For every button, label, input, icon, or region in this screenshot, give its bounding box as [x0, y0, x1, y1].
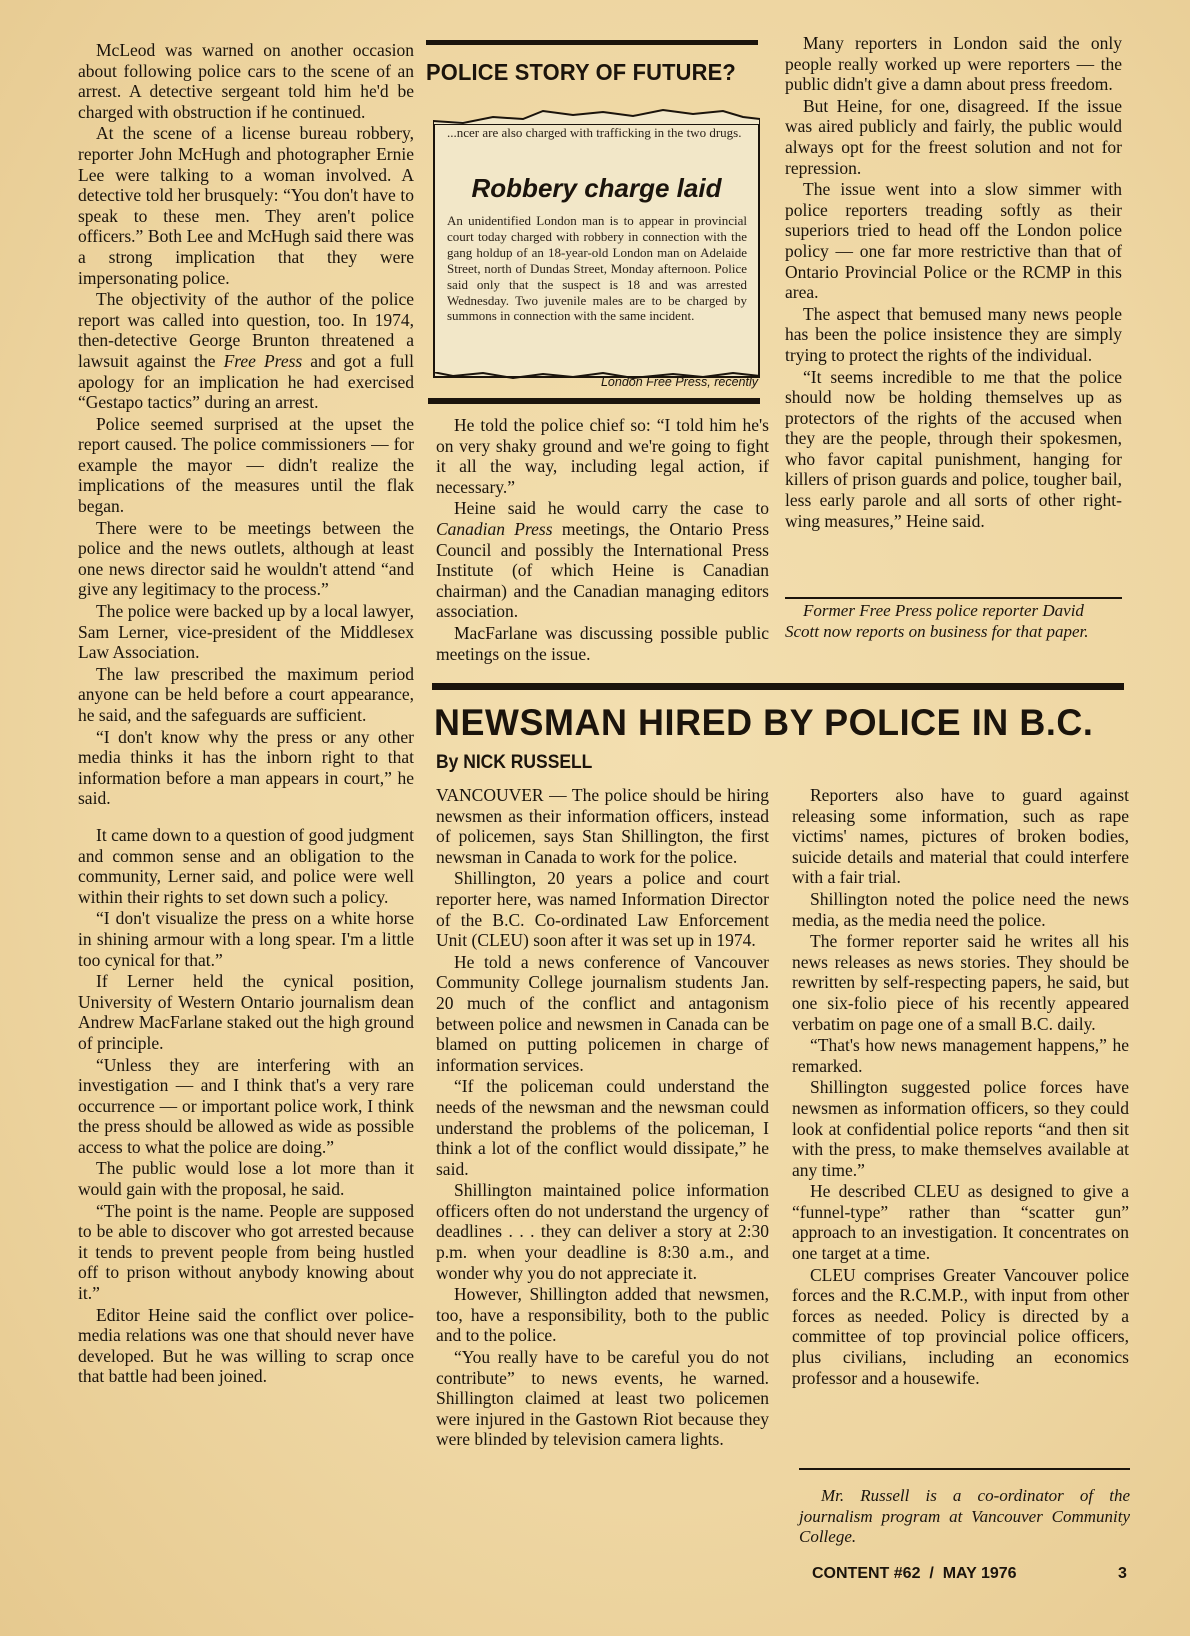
paragraph: The former reporter said he writes all his news releases as news stories. They should be rewritten by self-respecting papers, he said, but one six-folio piece of his recently appeared verbatim on page one of a small B.C. daily.	[792, 931, 1129, 1034]
publication-issue: CONTENT #62 / MAY 1976	[812, 1565, 1017, 1582]
publication-name: Free Press	[223, 350, 303, 371]
paragraph: “The point is the name. People are supposed to be able to discover who got arrested because it tends to prevent people from being hustled off to prison without anybody knowing about it.”	[78, 1200, 414, 1304]
paragraph: Many reporters in London said the only people really worked up were reporters — the public didn't give a damn about press freedom.	[785, 33, 1122, 95]
paragraph: “I don't know why the press or any other media thinks it has the inborn right to that information before a man appears in court,” he said.	[78, 726, 414, 809]
article-top-rule	[432, 683, 1124, 690]
article-headline: NEWSMAN HIRED BY POLICE IN B.C.	[434, 702, 1094, 743]
author-note: Former Free Press police reporter David Scott now reports on business for that paper.	[785, 601, 1089, 641]
paragraph: He told the police chief so: “I told him he's on very shaky ground and we're going to fight it all the way, including legal action, if necessary.”	[436, 415, 769, 497]
column-3	[785, 33, 1122, 531]
author-note-rule	[785, 597, 1122, 599]
paragraph: Shillington maintained police information officers often do not understand the urgency of deadlines . . . they can deliver a story at 2:30 p.m. when your deadline is 8:30 a.m., and wonder why you do not appreciate it.	[436, 1180, 769, 1283]
paragraph: “I don't visualize the press on a white horse in shining armour with a long spear. I'm a little too cynical for that.”	[78, 908, 414, 970]
clipping-source: London Free Press, recently	[600, 375, 758, 389]
paragraph: “It seems incredible to me that the police should now be holding themselves up as protectors of the rights of the accused when they are the people, through their spokesmen, who favor capital punishment, hanging for killers of prison guards and police, tougher bail, less early parole and all sorts of other right-wing measures,” Heine said.	[785, 366, 1122, 531]
sidebar-top-rule	[426, 40, 758, 45]
article-author-rule	[799, 1468, 1130, 1470]
paragraph: The law prescribed the maximum period anyone can be held before a court appearance, he said, and the safeguards are sufficient.	[78, 663, 414, 725]
column-4	[436, 785, 769, 1450]
paragraph: Reporters also have to guard against releasing some information, such as rape victims' names, pictures of broken bodies, suicide details and material that could interfere with a fair trial.	[792, 785, 1129, 888]
clipping-fragment: ...ncer are also charged with trafficking in the two drugs.	[447, 125, 742, 140]
column-5	[792, 785, 1129, 1388]
torn-edge	[433, 109, 760, 125]
paragraph: However, Shillington added that newsmen, too, have a responsibility, both to the public and to the police.	[436, 1284, 769, 1346]
byline: By NICK RUSSELL	[436, 752, 593, 773]
paragraph: The public would lose a lot more than it would gain with the proposal, he said.	[78, 1158, 414, 1200]
paragraph: “If the policeman could understand the needs of the newsman and the newsman could understand the problems of the policeman, I think a lot of the conflict would dissipate,” he said.	[436, 1076, 769, 1179]
paragraph: Editor Heine said the conflict over police-media relations was one that should never have developed. But he was willing to scrap once that battle had been joined.	[78, 1304, 414, 1387]
publication-name: Canadian Press	[436, 518, 553, 539]
paragraph: CLEU comprises Greater Vancouver police forces and the R.C.M.P., with input from other forces as needed. Policy is directed by a committee of top provincial police officers, plus civilians, including an economics professor and a housewife.	[792, 1264, 1129, 1388]
paragraph: “Unless they are interfering with an investigation — and I think that's a very rare occurrence — or important police work, I think the press should be allowed as wide as possible access to what the police are doing.”	[78, 1054, 414, 1157]
paragraph: If Lerner held the cynical position, University of Western Ontario journalism dean Andrew MacFarlane staked out the high ground of principle.	[78, 971, 414, 1053]
paragraph: “That's how news management happens,” he remarked.	[792, 1035, 1129, 1076]
paragraph: “You really have to be careful you do not contribute” to news events, he warned. Shillington claimed at least two policemen were injured in the Gastown Riot because they were blinded by television camera lights.	[436, 1347, 769, 1450]
page-footer	[812, 1565, 1132, 1583]
column-1	[78, 40, 414, 1387]
paragraph: Shillington noted the police need the news media, as the media need the police.	[792, 888, 1129, 930]
article-author-note: Mr. Russell is a co-ordinator of the journalism program at Vancouver Community College.	[799, 1486, 1130, 1547]
clipping-body: An unidentified London man is to appear in provincial court today charged with robbery in connection with the gang holdup of an 18-year-old London man on Adelaide Street, north of Dundas Street, Monday afternoon. Police said only that the suspect is 18 and was arrested Wednesday. Two juvenile males are to be charged by summons in connection with the same incident.	[447, 213, 747, 324]
paragraph: The police were backed up by a local lawyer, Sam Lerner, vice-president of the Middlesex Law Association.	[78, 601, 414, 663]
paragraph: The issue went into a slow simmer with police reporters treading softly as their superiors tried to head off the London police policy — one far more restrictive than that of Ontario Provincial Police or the RCMP in this area.	[785, 179, 1122, 303]
clipping-headline: Robbery charge laid	[471, 173, 722, 203]
sidebar-title: POLICE STORY OF FUTURE?	[426, 59, 736, 85]
paragraph: He told a news conference of Vancouver Community College journalism students Jan. 20 much of the conflict and antagonism between police and newsmen in Canada can be blamed on putting policemen in charge of information services.	[436, 951, 769, 1075]
paragraph: VANCOUVER — The police should be hiring newsmen as their information officers, instead of policemen, says Stan Shillington, the first newsman in Canada to work for the police.	[436, 785, 769, 867]
paragraph: Shillington suggested police forces have newsmen as information officers, so they could look at confidential police reports “and then sit with the press, to make themselves available at any time.”	[792, 1077, 1129, 1180]
paragraph: Police seemed surprised at the upset the report caused. The police commissioners — for example the mayor — didn't realize the implications of the measures until the flak began.	[78, 413, 414, 517]
newspaper-clipping	[433, 121, 760, 378]
paragraph: McLeod was warned on another occasion about following police cars to the scene of an arrest. A detective sergeant told him he'd be charged with obstruction if he continued.	[78, 40, 414, 122]
paragraph: But Heine, for one, disagreed. If the issue was aired publicly and fairly, the public would always opt for the freest solution and not for repression.	[785, 95, 1122, 178]
paragraph: MacFarlane was discussing possible public meetings on the issue.	[436, 622, 769, 664]
column-2	[436, 415, 769, 664]
page-number: 3	[1118, 1565, 1127, 1582]
paragraph: There were to be meetings between the police and the news outlets, although at least one news director said he wouldn't attend “and give any legitimacy to the process.”	[78, 517, 414, 600]
paragraph: Heine said he would carry the case to Canadian Press meetings, the Ontario Press Council and possibly the International Press Institute (of which Heine is Canadian chairman) and the Canadian managing editors association.	[436, 498, 770, 622]
sidebar-bottom-rule	[428, 398, 760, 404]
paragraph: At the scene of a license bureau robbery, reporter John McHugh and photographer Ernie Lee were talking to a woman involved. A detective told her brusquely: “You don't have to speak to these men. They aren't police officers.” Both Lee and McHugh said there was a strong implication that they were impersonating police.	[78, 123, 414, 288]
paragraph: The aspect that bemused many news people has been the police insistence they are simply trying to protect the rights of the individual.	[785, 303, 1122, 365]
paragraph: It came down to a question of good judgment and common sense and an obligation to the community, Lerner said, and police were well within their rights to set down such a policy.	[78, 824, 414, 907]
paragraph: He described CLEU as designed to give a “funnel-type” rather than “scatter gun” approach to an investigation. It concentrates on one target at a time.	[792, 1181, 1129, 1264]
paragraph: The objectivity of the author of the police report was called into question, too. In 1974, then-detective George Brunton threatened a lawsuit against the Free Press and got a full apology for an implication he had exercised “Gestapo tactics” during an arrest.	[78, 289, 414, 413]
paragraph: Shillington, 20 years a police and court reporter here, was named Information Director of the B.C. Co-ordinated Law Enforcement Unit (CLEU) soon after it was set up in 1974.	[436, 868, 769, 951]
